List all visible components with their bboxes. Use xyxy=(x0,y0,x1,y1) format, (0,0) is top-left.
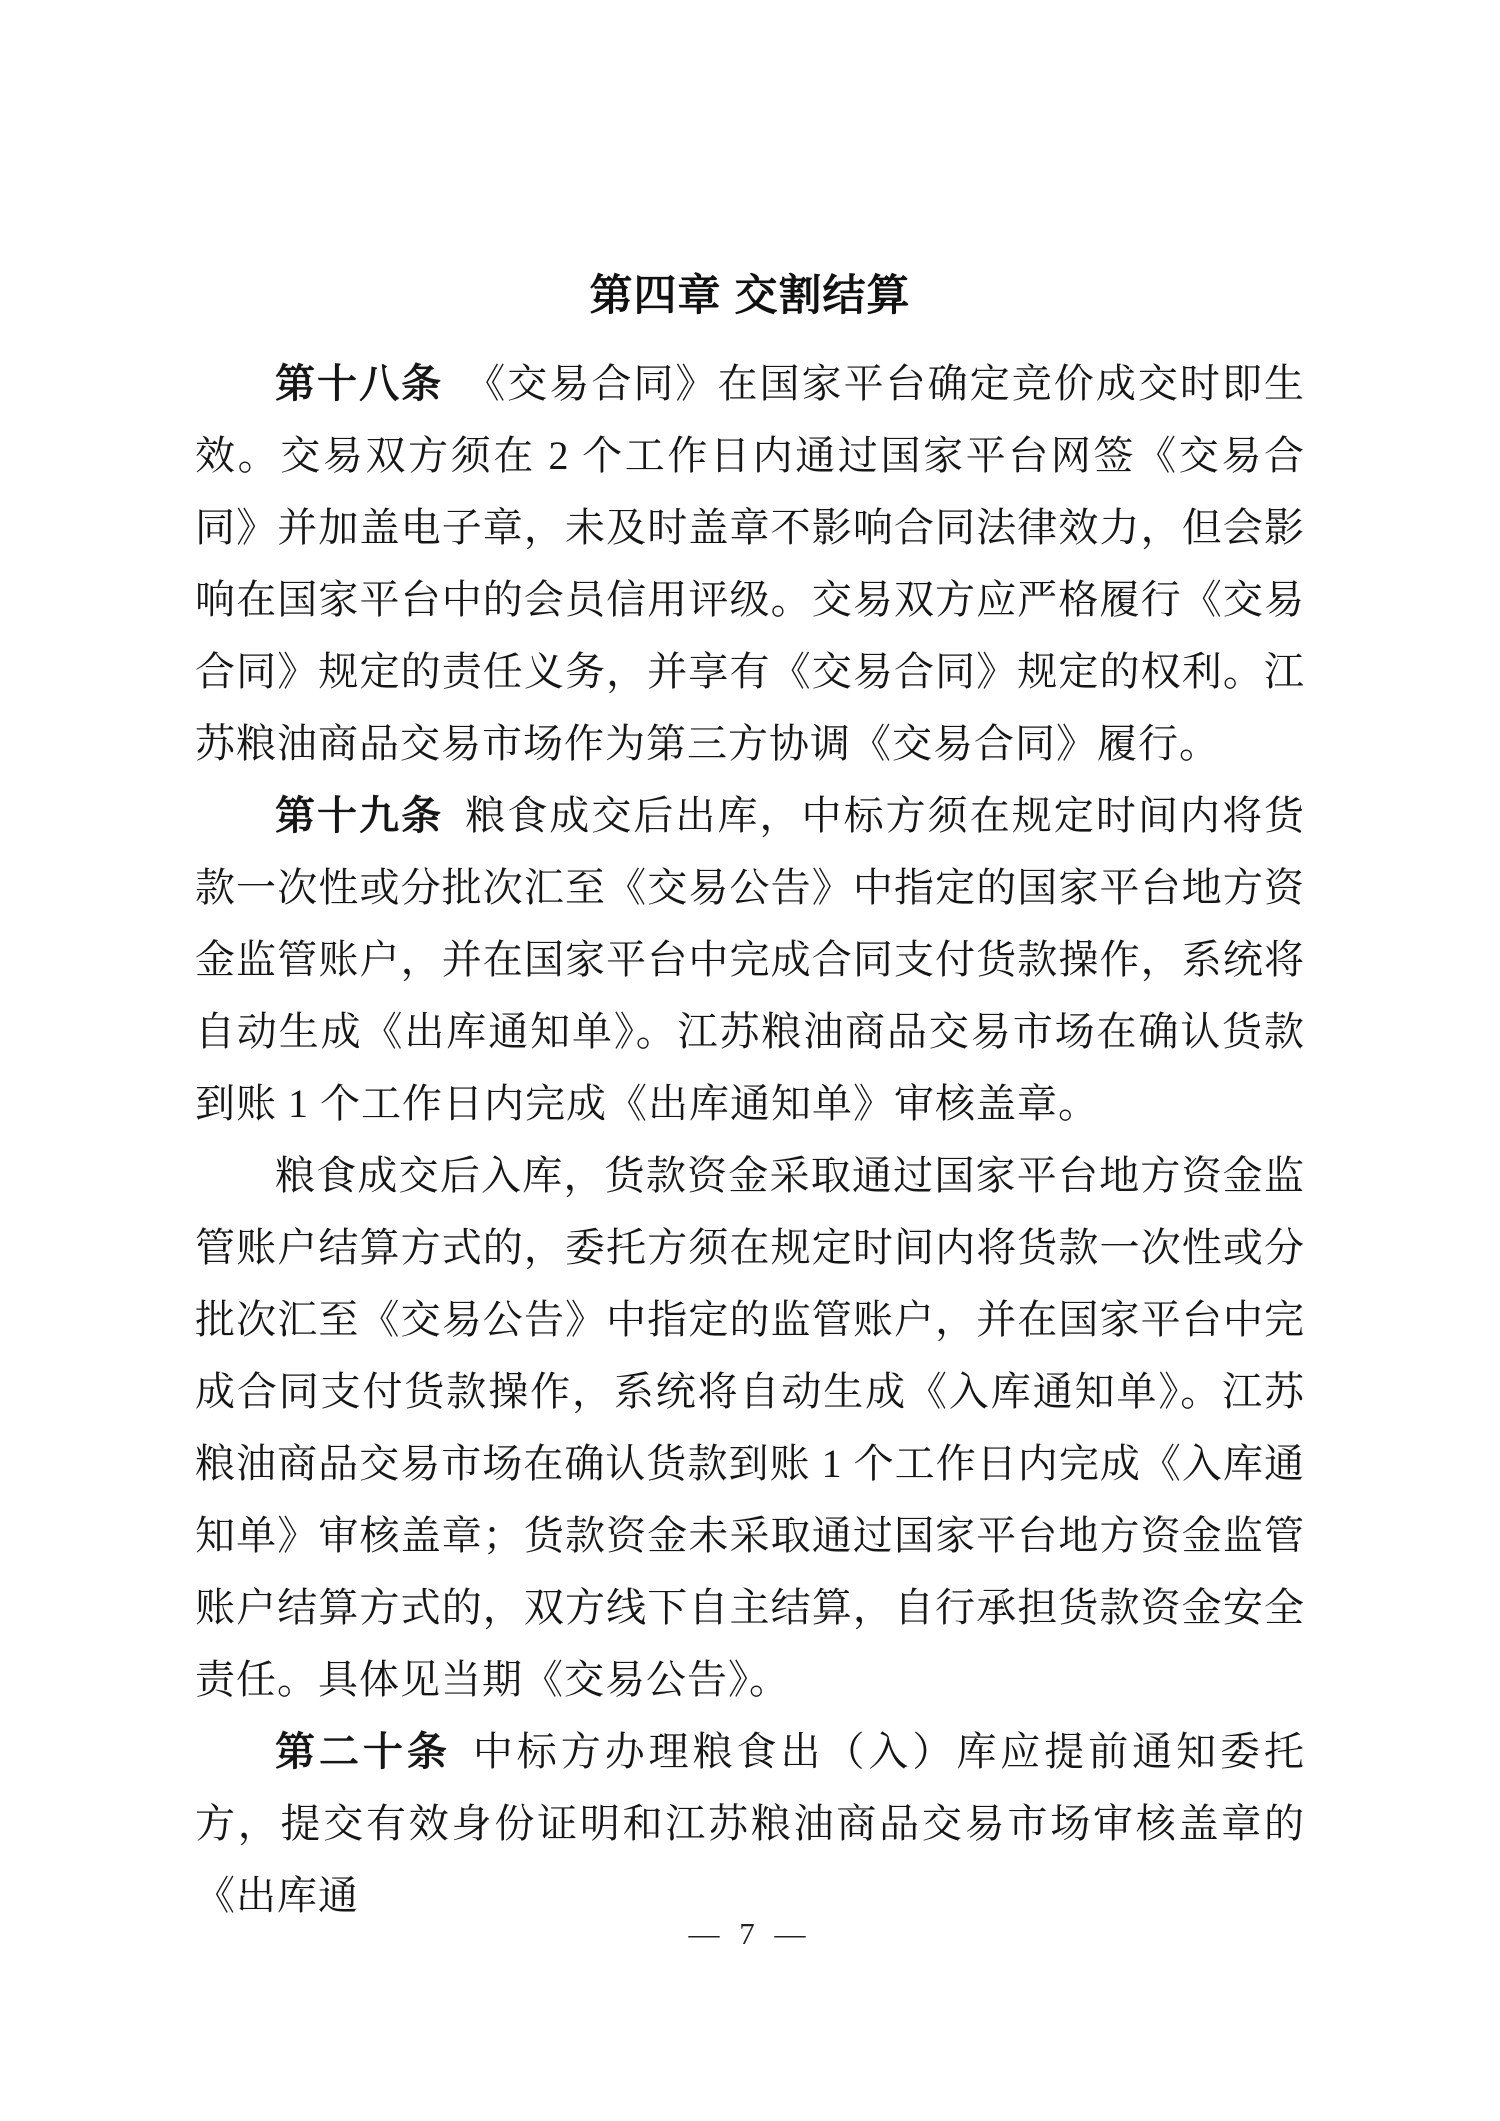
article-20-number: 第二十条 xyxy=(275,1729,451,1774)
paragraph-article-19 xyxy=(195,780,1305,1140)
article-19-text: 粮食成交后出库，中标方须在规定时间内将货款一次性或分批次汇至《交易公告》中指定的国家平台地方资金监管账户，并在国家平台中完成合同支付货款操作，系统将自动生成《出库通知单》。江苏粮油商品交易市场在确认货款到账 1 个工作日内完成《出库通知单》审核盖章。 xyxy=(195,793,1306,1126)
chapter-heading: 第四章 交割结算 xyxy=(589,272,911,320)
paragraph-article-19-continued xyxy=(195,1140,1305,1716)
paragraph-article-20 xyxy=(195,1716,1305,1932)
page-number: — 7 — xyxy=(688,1916,812,1951)
article-18-text: 《交易合同》在国家平台确定竞价成交时即生效。交易双方须在 2 个工作日内通过国家平台网签《交易合同》并加盖电子章，未及时盖章不影响合同法律效力，但会影响在国家平台中的会员信用评级。交易双方应严格履行《交易合同》规定的责任义务，并享有《交易合同》规定的权利。江苏粮油商品交易市场作为第三方协调《交易合同》履行。 xyxy=(195,361,1306,766)
document-body xyxy=(195,348,1305,1932)
paragraph-article-18 xyxy=(195,348,1305,780)
article-18-number: 第十八条 xyxy=(275,361,444,406)
article-19-continued-text: 粮食成交后入库，货款资金采取通过国家平台地方资金监管账户结算方式的，委托方须在规定时间内将货款一次性或分批次汇至《交易公告》中指定的监管账户，并在国家平台中完成合同支付货款操作，系统将自动生成《入库通知单》。江苏粮油商品交易市场在确认货款到账 1 个工作日内完成《入库通知单》审核盖章；货款资金未采取通过国家平台地方资金监管账户结算方式的，双方线下自主结算，自行承担货款资金安全责任。具体见当期《交易公告》。 xyxy=(195,1153,1305,1702)
article-20-text: 中标方办理粮食出（入）库应提前通知委托方，提交有效身份证明和江苏粮油商品交易市场审核盖章的《出库通 xyxy=(195,1729,1306,1918)
article-19-number: 第十九条 xyxy=(275,793,444,838)
page-footer xyxy=(0,1916,1500,1952)
